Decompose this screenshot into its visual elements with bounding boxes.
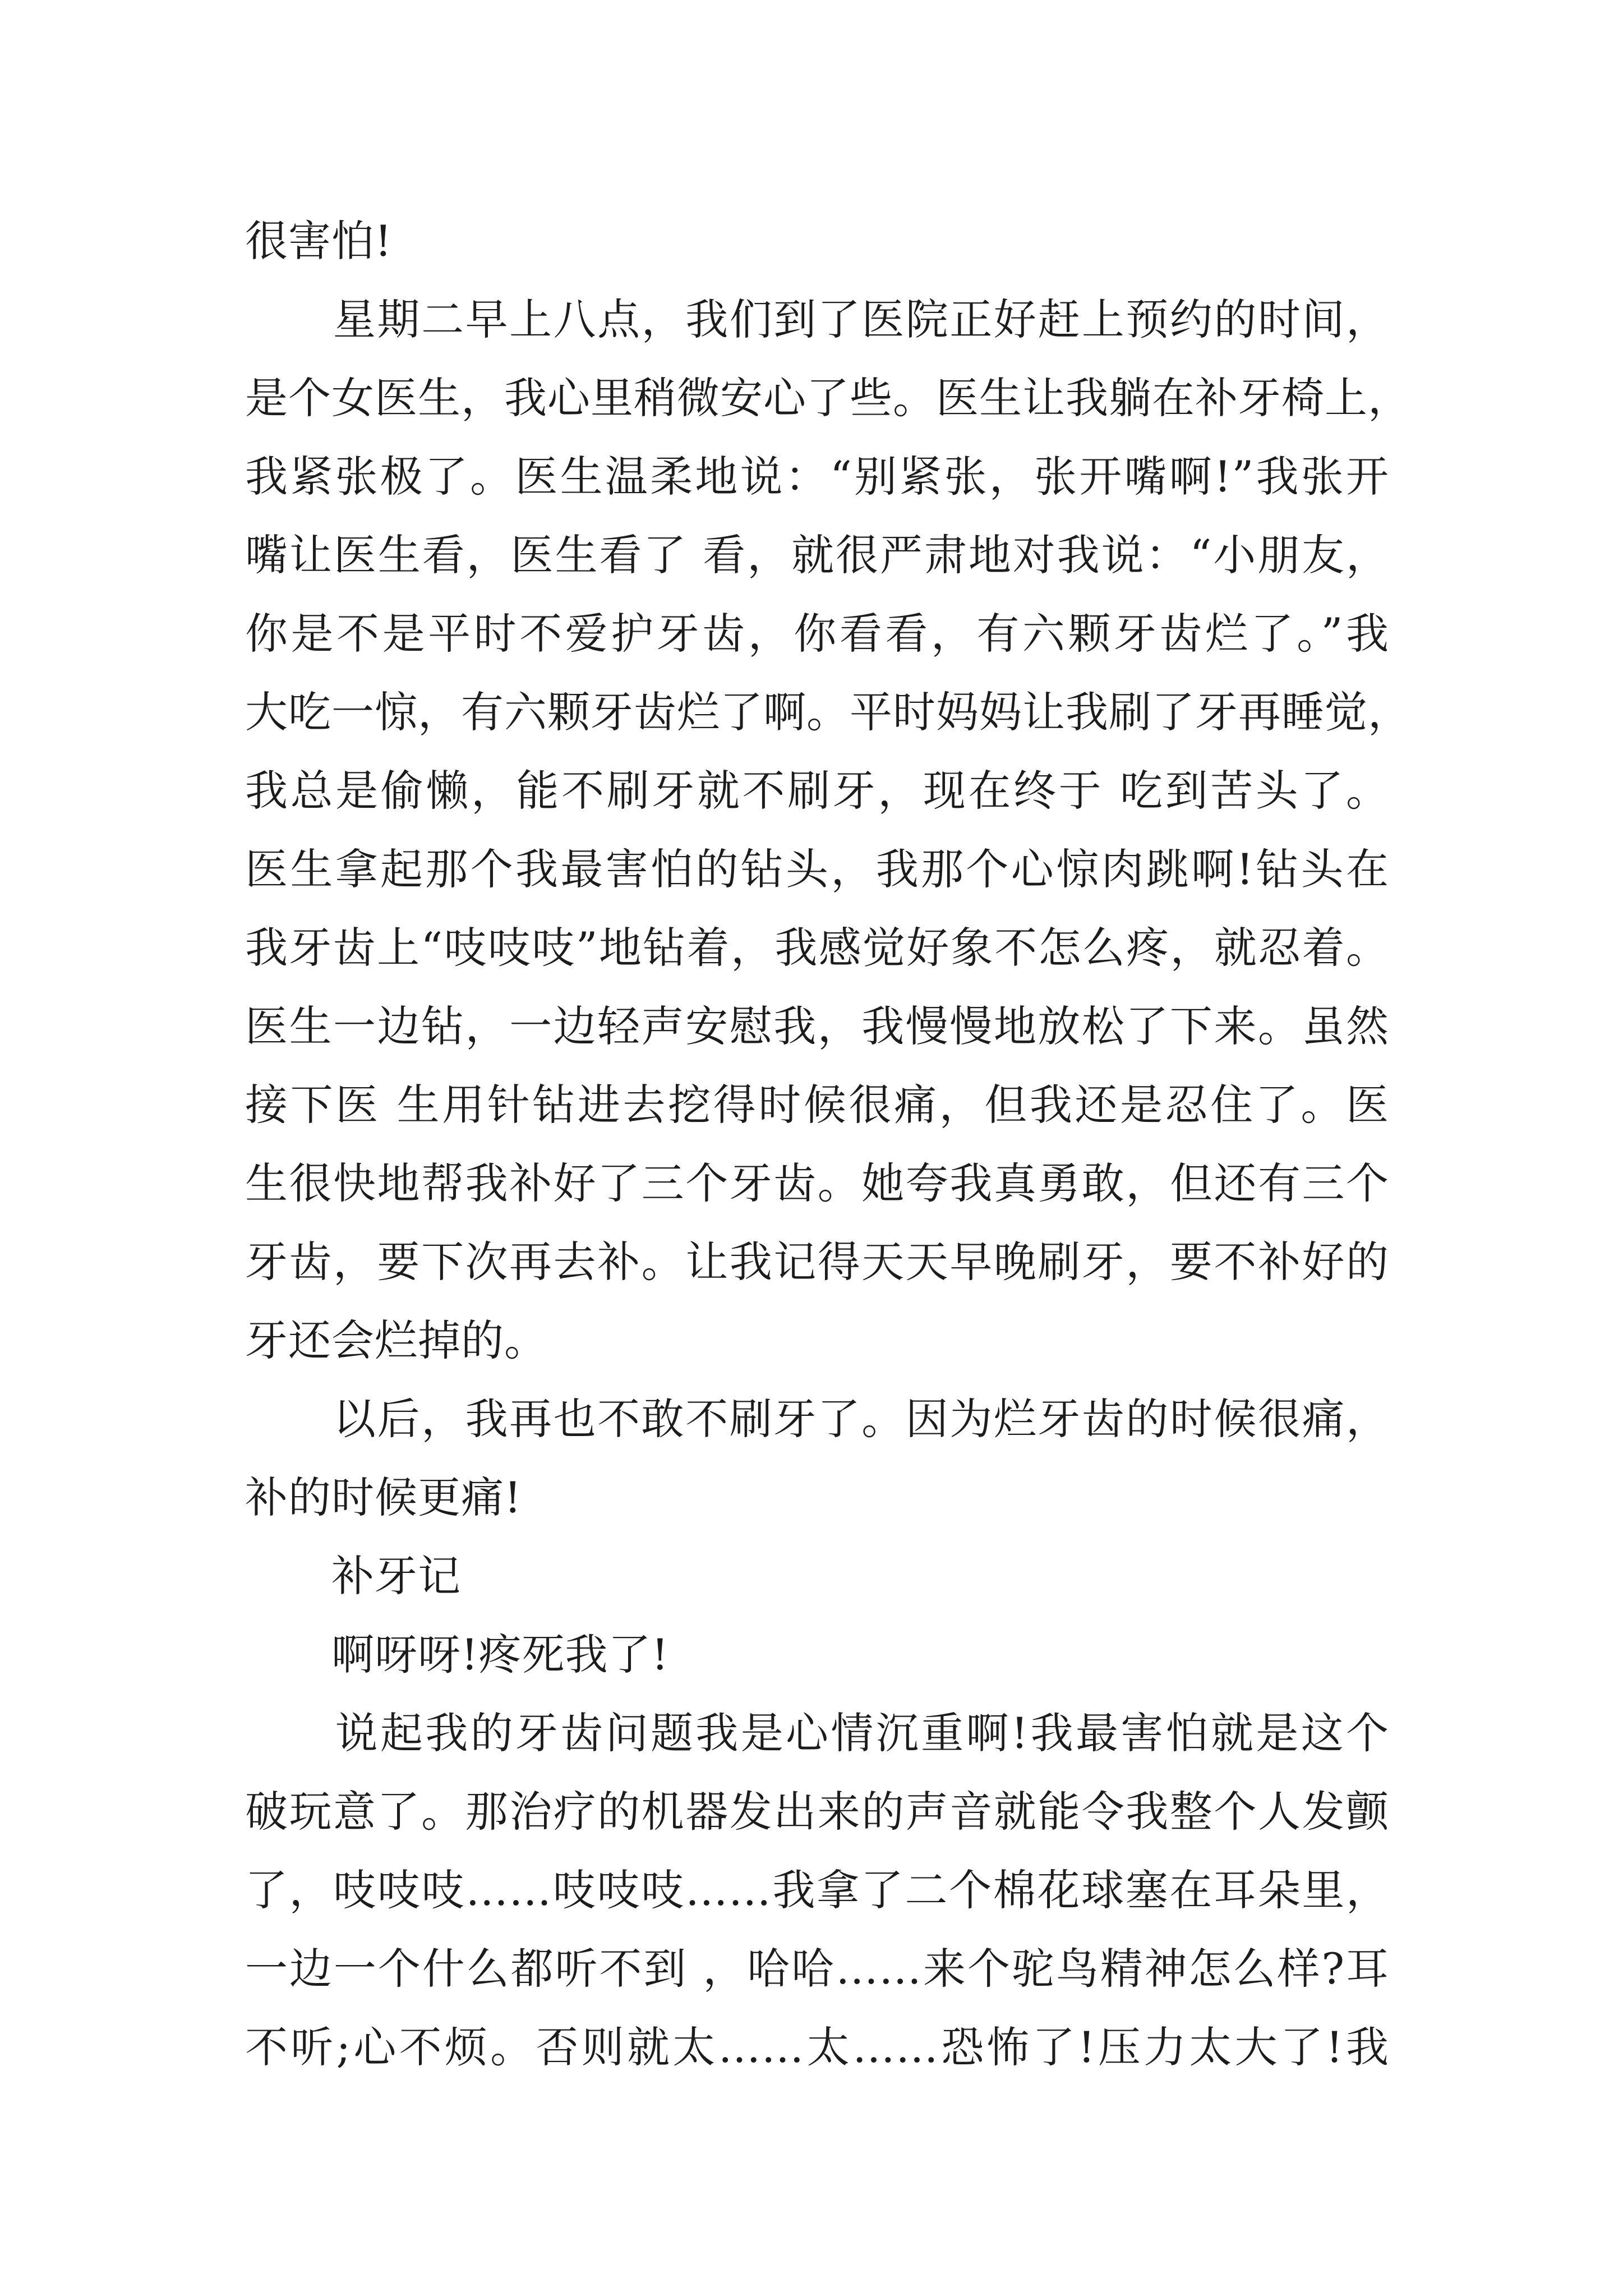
text-line: 不听;心不烦。否则就太……太……恐怖了!压力太大了!我 [245, 2022, 1389, 2072]
text-line: 一边一个什么都听不到 ，哈哈……来个驼鸟精神怎么样?耳 [245, 1944, 1389, 1994]
text-line: 很害怕! [245, 216, 393, 266]
text-line: 医生一边钻，一边轻声安慰我，我慢慢地放松了下来。虽然 [245, 1001, 1389, 1051]
text-line: 是个女医生，我心里稍微安心了些。医生让我躺在补牙椅上， [245, 373, 1411, 423]
text-line: 牙齿，要下次再去补。让我记得天天早晚刷牙，要不补好的 [245, 1237, 1389, 1287]
section-title: 补牙记 [245, 1551, 461, 1601]
text-line: 补的时候更痛! [245, 1473, 522, 1522]
text-line: 接下医 生用针钻进去挖得时候很痛，但我还是忍住了。医 [245, 1080, 1389, 1130]
text-line: 破玩意了。那治疗的机器发出来的声音就能令我整个人发颤 [245, 1787, 1389, 1837]
text-line: 你是不是平时不爱护牙齿，你看看，有六颗牙齿烂了。”我 [245, 609, 1389, 659]
text-line: 我牙齿上“吱吱吱”地钻着，我感觉好象不怎么疼，就忍着。 [245, 923, 1389, 973]
text-line: 啊呀呀!疼死我了! [245, 1630, 670, 1680]
text-line: 说起我的牙齿问题我是心情沉重啊!我最害怕就是这个 [245, 1708, 1389, 1758]
text-line: 以后，我再也不敢不刷牙了。因为烂牙齿的时候很痛， [245, 1394, 1389, 1444]
text-line: 我紧张极了。医生温柔地说：“别紧张，张开嘴啊!”我张开 [245, 452, 1389, 501]
text-line: 牙还会烂掉的。 [245, 1315, 547, 1365]
text-line: 生很快地帮我补好了三个牙齿。她夸我真勇敢，但还有三个 [245, 1158, 1389, 1208]
text-line: 嘴让医生看，医生看了 看，就很严肃地对我说：“小朋友， [245, 530, 1389, 580]
text-line: 大吃一惊，有六颗牙齿烂了啊。平时妈妈让我刷了牙再睡觉， [245, 687, 1411, 737]
text-line: 医生拿起那个我最害怕的钻头，我那个心惊肉跳啊!钻头在 [245, 844, 1389, 894]
text-line: 了，吱吱吱……吱吱吱……我拿了二个棉花球塞在耳朵里， [245, 1865, 1389, 1915]
text-line: 我总是偷懒，能不刷牙就不刷牙，现在终于 吃到苦头了。 [245, 766, 1389, 816]
text-line: 星期二早上八点，我们到了医院正好赶上预约的时间， [245, 295, 1389, 344]
